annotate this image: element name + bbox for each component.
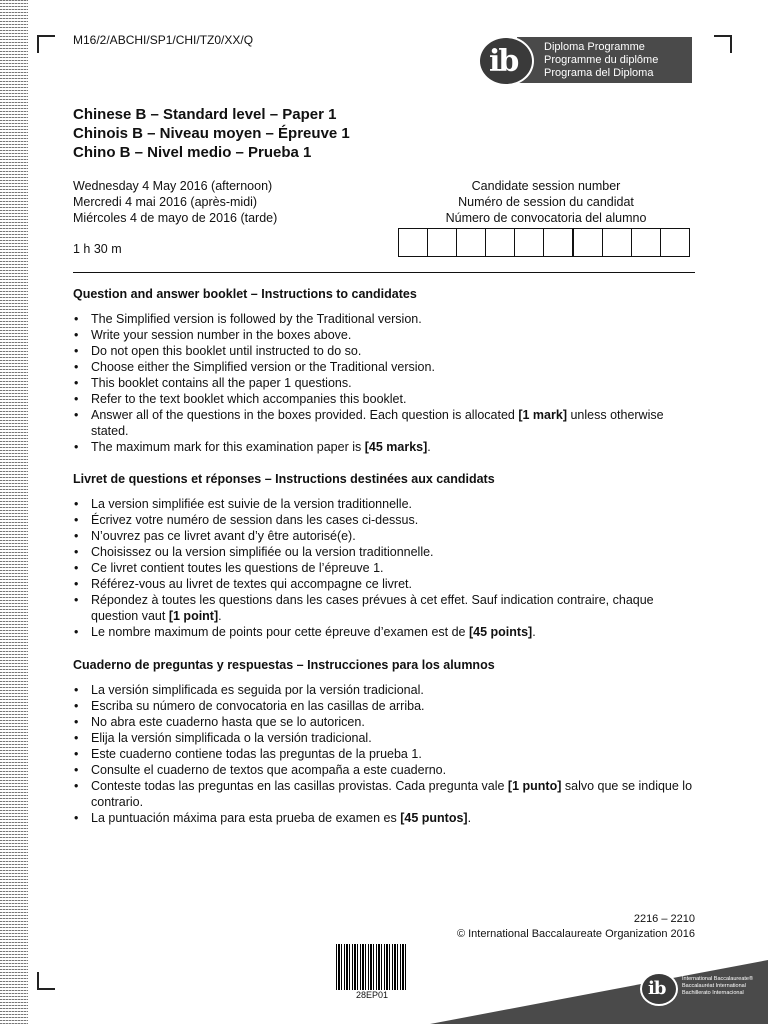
- divider-line: [73, 272, 695, 273]
- session-digit-box[interactable]: [603, 229, 632, 256]
- session-digit-box[interactable]: [632, 229, 661, 256]
- instruction-item: • No abra este cuaderno hasta que se lo autoricen.: [73, 714, 698, 730]
- session-digit-box[interactable]: [399, 229, 428, 256]
- exam-dates: Wednesday 4 May 2016 (afternoon) Mercredi 4 mai 2016 (après-midi) Miércoles 4 de mayo de 2016 (tarde): [73, 179, 278, 225]
- section-heading: Question and answer booklet – Instructions to candidates: [73, 287, 417, 301]
- crop-mark-top-left: [37, 35, 55, 53]
- ib-logo-icon: ib: [478, 36, 534, 86]
- session-digit-box[interactable]: [457, 229, 486, 256]
- exam-duration: 1 h 30 m: [73, 242, 122, 256]
- instructions-french: [73, 472, 698, 640]
- instructions-spanish: [73, 658, 698, 826]
- crop-mark-bottom-left: [37, 972, 55, 990]
- instruction-item: • Répondez à toutes les questions dans les cases prévues à cet effet. Sauf indication contraire, chaque question vaut [1 point].: [73, 592, 698, 624]
- instruction-item: • The Simplified version is followed by the Traditional version.: [73, 311, 698, 327]
- instruction-item: • Refer to the text booklet which accompanies this booklet.: [73, 391, 698, 407]
- instruction-item: • Choisissez ou la version simplifiée ou la version traditionnelle.: [73, 544, 698, 560]
- instruction-item: • Write your session number in the boxes above.: [73, 327, 698, 343]
- instruction-item: • Este cuaderno contiene todas las preguntas de la prueba 1.: [73, 746, 698, 762]
- instruction-item: • Référez-vous au livret de textes qui accompagne ce livret.: [73, 576, 698, 592]
- instructions-english: [73, 287, 698, 455]
- title-english: Chinese B – Standard level – Paper 1: [73, 106, 337, 123]
- section-heading: Cuaderno de preguntas y respuestas – Instrucciones para los alumnos: [73, 658, 495, 672]
- ib-diploma-header-logo: [478, 36, 694, 86]
- session-digit-box[interactable]: [486, 229, 515, 256]
- session-number-labels: Candidate session number Numéro de session du candidat Número de convocatoria del alumno: [445, 179, 647, 225]
- exam-titles: [73, 105, 350, 162]
- session-digit-box[interactable]: [544, 229, 574, 256]
- copyright: © International Baccalaureate Organization 2016: [456, 928, 695, 940]
- instruction-item: • Answer all of the questions in the boxes provided. Each question is allocated [1 mark] unless otherwise stated.: [73, 407, 698, 439]
- crop-mark-top-right: [714, 35, 732, 53]
- instruction-item: • Elija la versión simplificada o la versión tradicional.: [73, 730, 698, 746]
- session-digit-box[interactable]: [574, 229, 603, 256]
- session-number-boxes[interactable]: [398, 228, 690, 257]
- instruction-item: • Consulte el cuaderno de textos que acompaña a este cuaderno.: [73, 762, 698, 778]
- title-french: Chinois B – Niveau moyen – Épreuve 1: [73, 125, 350, 142]
- instruction-item: • Ce livret contient toutes les questions de l’épreuve 1.: [73, 560, 698, 576]
- programme-names: Diploma Programme Programme du diplôme Programa del Diploma: [544, 41, 659, 79]
- instruction-item: • Choose either the Simplified version or the Traditional version.: [73, 359, 698, 375]
- instruction-item: • La version simplifiée est suivie de la version traditionnelle.: [73, 496, 698, 512]
- barcode-icon: [336, 944, 408, 990]
- session-digit-box[interactable]: [515, 229, 544, 256]
- instruction-item: • Conteste todas las preguntas en las casillas provistas. Cada pregunta vale [1 punto] salvo que se indique lo contrario.: [73, 778, 698, 810]
- footer-code: 2216 – 2210: [633, 913, 695, 925]
- instruction-item: • Do not open this booklet until instructed to do so.: [73, 343, 698, 359]
- instruction-item: • La puntuación máxima para esta prueba de examen es [45 puntos].: [73, 810, 698, 826]
- instruction-item: • The maximum mark for this examination paper is [45 marks].: [73, 439, 698, 455]
- perforated-edge: [0, 0, 28, 1024]
- instruction-item: • Écrivez votre numéro de session dans les cases ci-dessus.: [73, 512, 698, 528]
- ib-organization-names: International Baccalaureate® Baccalauréat International Bachillerato Internacional: [682, 976, 754, 996]
- section-heading: Livret de questions et réponses – Instructions destinées aux candidats: [73, 472, 495, 486]
- instruction-item: • N’ouvrez pas ce livret avant d’y être autorisé(e).: [73, 528, 698, 544]
- barcode-label: 28EP01: [355, 990, 389, 1000]
- ib-footer-logo: [430, 960, 768, 1024]
- instruction-item: • This booklet contains all the paper 1 questions.: [73, 375, 698, 391]
- session-digit-box[interactable]: [428, 229, 457, 256]
- paper-code: M16/2/ABCHI/SP1/CHI/TZ0/XX/Q: [73, 33, 254, 47]
- ib-logo-icon: ib: [640, 972, 678, 1006]
- footer-info: [457, 912, 695, 942]
- instruction-item: • Le nombre maximum de points pour cette épreuve d’examen est de [45 points].: [73, 624, 698, 640]
- title-spanish: Chino B – Nivel medio – Prueba 1: [73, 144, 312, 161]
- instruction-item: • La versión simplificada es seguida por la versión tradicional.: [73, 682, 698, 698]
- session-digit-box[interactable]: [661, 229, 689, 256]
- instruction-item: • Escriba su número de convocatoria en las casillas de arriba.: [73, 698, 698, 714]
